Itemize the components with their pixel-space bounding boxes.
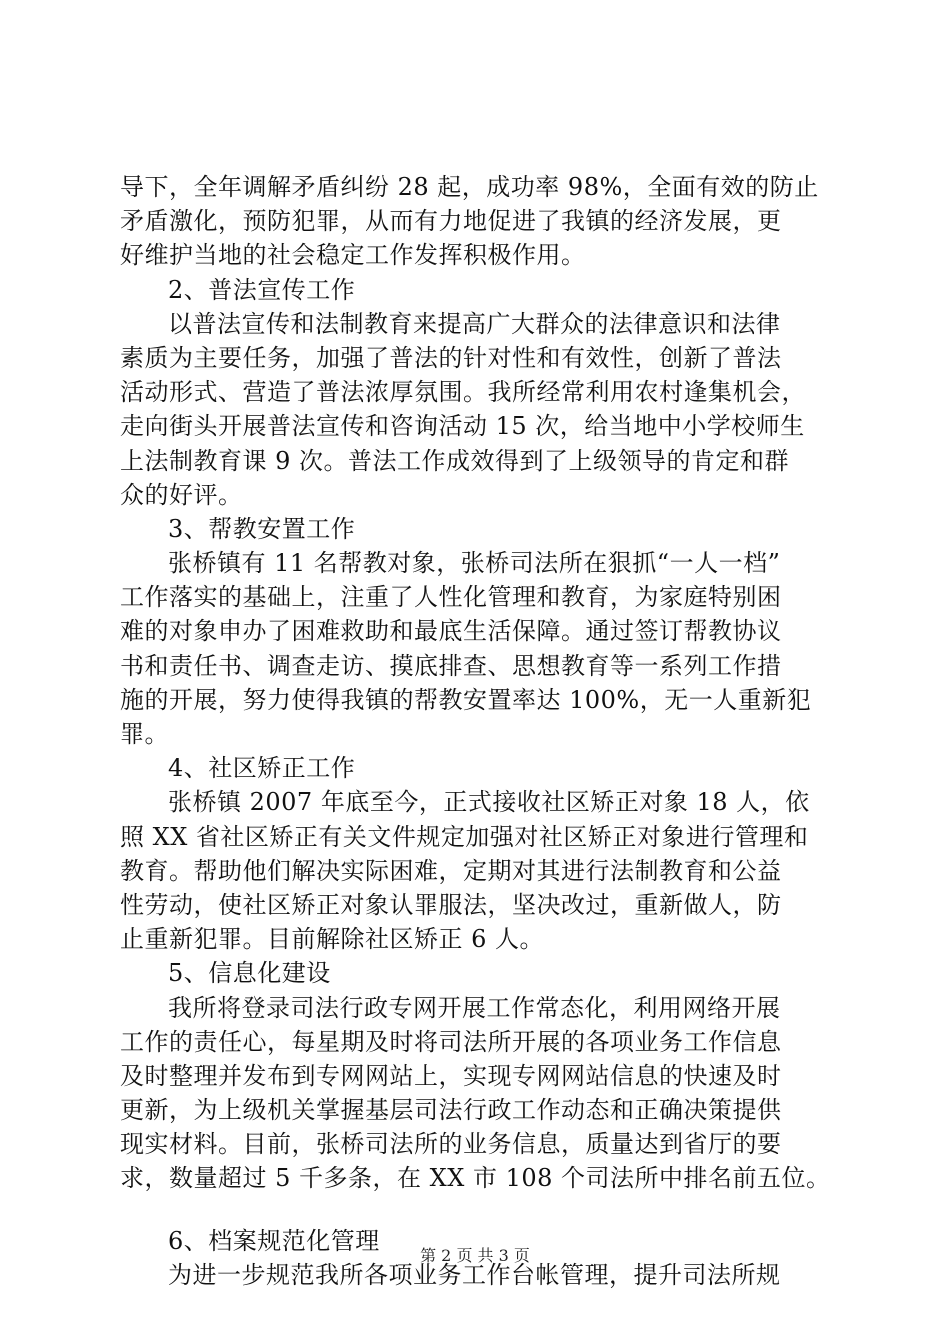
text-line: 6、档案规范化管理 — [168, 1226, 380, 1255]
text-line: 素质为主要任务，加强了普法的针对性和有效性，创新了普法 — [120, 343, 782, 372]
text-line: 工作的责任心，每星期及时将司法所开展的各项业务工作信息 — [120, 1027, 782, 1056]
page-footer: 第 2 页 共 3 页 — [420, 1246, 530, 1265]
text-line: 5、信息化建设 — [168, 959, 331, 988]
text-line: 2、普法宣传工作 — [168, 275, 356, 304]
text-line: 照 XX 省社区矫正有关文件规定加强对社区矫正对象进行管理和 — [120, 822, 809, 851]
text-line: 导下，全年调解矛盾纠纷 28 起，成功率 98%，全面有效的防止 — [120, 173, 819, 201]
text-line: 书和责任书、调查走访、摸底排查、思想教育等一系列工作措 — [120, 651, 782, 680]
text-line: 以普法宣传和法制教育来提高广大群众的法律意识和法律 — [168, 309, 781, 338]
text-line: 众的好评。 — [120, 480, 243, 509]
text-line: 好维护当地的社会稳定工作发挥积极作用。 — [120, 241, 586, 270]
text-line: 罪。 — [120, 720, 169, 748]
text-line: 4、社区矫正工作 — [168, 754, 356, 783]
text-line: 张桥镇 2007 年底至今，正式接收社区矫正对象 18 人，依 — [168, 788, 810, 817]
paragraph-gap — [120, 1196, 840, 1224]
text-line: 活动形式、营造了普法浓厚氛围。我所经常利用农村逢集机会， — [120, 378, 806, 407]
text-line: 上法制教育课 9 次。普法工作成效得到了上级领导的肯定和群 — [120, 446, 790, 475]
text-line: 教育。帮助他们解决实际困难，定期对其进行法制教育和公益 — [120, 856, 782, 885]
text-line: 性劳动，使社区矫正对象认罪服法，坚决改过，重新做人，防 — [120, 890, 782, 919]
text-line: 施的开展，努力使得我镇的帮教安置率达 100%，无一人重新犯 — [120, 685, 812, 714]
text-line: 工作落实的基础上，注重了人性化管理和教育，为家庭特别困 — [120, 583, 782, 612]
text-line: 求，数量超过 5 千多条，在 XX 市 108 个司法所中排名前五位。 — [120, 1164, 831, 1193]
text-line: 现实材料。目前，张桥司法所的业务信息，质量达到省厅的要 — [120, 1130, 782, 1159]
text-line: 矛盾激化，预防犯罪，从而有力地促进了我镇的经济发展，更 — [120, 207, 782, 236]
document-body — [120, 170, 840, 1292]
text-line: 更新，为上级机关掌握基层司法行政工作动态和正确决策提供 — [120, 1096, 782, 1125]
text-line: 走向街头开展普法宣传和咨询活动 15 次，给当地中小学校师生 — [120, 412, 805, 441]
text-line: 张桥镇有 11 名帮教对象，张桥司法所在狠抓“一人一档” — [168, 549, 781, 578]
text-line: 难的对象申办了困难救助和最底生活保障。通过签订帮教协议 — [120, 617, 782, 646]
text-line: 及时整理并发布到专网网站上，实现专网网站信息的快速及时 — [120, 1061, 782, 1090]
text-line: 为进一步规范我所各项业务工作台帐管理，提升司法所规 — [168, 1260, 781, 1289]
text-line: 我所将登录司法行政专网开展工作常态化，利用网络开展 — [168, 993, 781, 1022]
text-line: 止重新犯罪。目前解除社区矫正 6 人。 — [120, 925, 545, 954]
text-line: 3、帮教安置工作 — [168, 514, 356, 543]
